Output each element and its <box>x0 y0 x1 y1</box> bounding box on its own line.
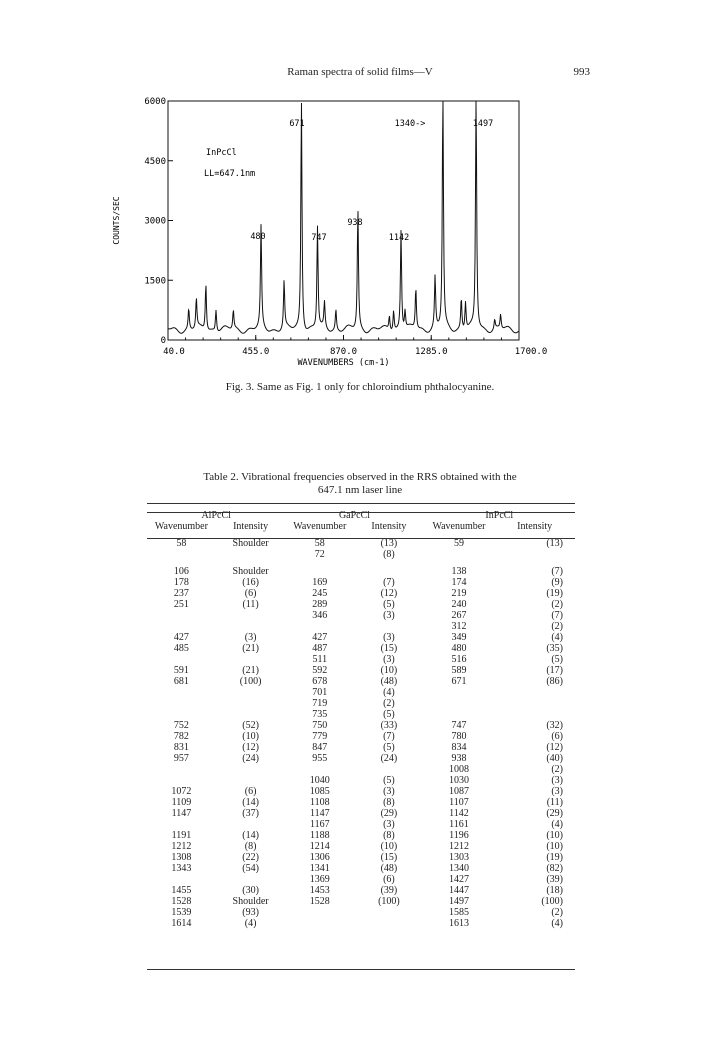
peak-label: 671 <box>289 119 305 129</box>
intensity-cell <box>494 687 575 698</box>
wavenumber-cell: 1303 <box>448 852 469 863</box>
intensity-cell <box>494 549 575 560</box>
intensity-cell: (48) <box>380 863 398 874</box>
wavenumber-cell: 1191 <box>171 830 192 841</box>
wavenumber-cell: 1614 <box>171 918 192 929</box>
wavenumber-cell: 1087 <box>448 786 469 797</box>
intensity-cell: (86) <box>546 676 563 687</box>
wavenumber-cell: 719 <box>312 698 328 709</box>
intensity-cell: (4) <box>551 918 563 929</box>
intensity-cell: (3) <box>244 632 257 643</box>
y-tick-label: 0 <box>160 336 166 346</box>
wavenumber-cell: 681 <box>173 676 189 687</box>
page-number: 993 <box>573 66 590 78</box>
column-header-intensity: Intensity <box>233 521 269 532</box>
table-row <box>147 797 575 808</box>
table-row <box>147 753 575 764</box>
wavenumber-cell: 1212 <box>171 841 192 852</box>
intensity-cell: (29) <box>380 808 398 819</box>
intensity-cell <box>216 654 286 665</box>
wavenumber-cell: 312 <box>451 621 467 632</box>
wavenumber-cell: 1107 <box>449 797 469 808</box>
wavenumber-cell: 1369 <box>309 874 330 885</box>
wavenumber-cell <box>285 907 354 918</box>
wavenumber-cell: 1308 <box>171 852 192 863</box>
intensity-cell: (11) <box>242 599 259 610</box>
intensity-cell: (2) <box>551 764 563 775</box>
intensity-cell <box>354 918 423 929</box>
table-row <box>147 709 575 720</box>
y-tick-label: 3000 <box>144 216 166 227</box>
wavenumber-cell: 174 <box>451 577 467 588</box>
y-axis-label: COUNTS/SEC <box>112 196 121 245</box>
wavenumber-cell: 169 <box>312 577 328 588</box>
wavenumber-cell: 1214 <box>309 841 330 852</box>
intensity-cell: Shoulder <box>232 566 269 577</box>
frequency-table <box>147 510 575 929</box>
table-row <box>147 841 575 852</box>
intensity-cell: (7) <box>551 566 563 577</box>
intensity-cell: (7) <box>551 610 563 621</box>
column-header-wavenumber: Wavenumber <box>154 521 208 532</box>
wavenumber-cell: 487 <box>312 643 328 654</box>
plot-frame <box>168 101 519 340</box>
wavenumber-cell: 1340 <box>448 863 469 874</box>
wavenumber-cell: 1040 <box>309 775 330 786</box>
peak-label: 1497 <box>472 119 494 129</box>
intensity-cell: (52) <box>242 720 259 731</box>
wavenumber-cell: 834 <box>451 742 467 753</box>
wavenumber-cell: 1147 <box>309 808 330 819</box>
wavenumber-cell: 58 <box>314 538 325 549</box>
intensity-cell <box>216 687 286 698</box>
x-tick-label: 1285.0 <box>414 347 448 357</box>
x-axis-label: WAVENUMBERS (cm-1) <box>297 358 390 368</box>
peak-label: 1340-> <box>394 119 426 129</box>
wavenumber-cell: 480 <box>451 643 467 654</box>
table-bottom-rule <box>147 969 575 970</box>
wavenumber-cell: 592 <box>312 665 328 676</box>
intensity-cell: (5) <box>383 775 395 786</box>
intensity-cell: (3) <box>383 632 395 643</box>
wavenumber-cell: 1161 <box>449 819 469 830</box>
intensity-cell: (100) <box>541 896 563 907</box>
wavenumber-cell: 237 <box>173 588 189 599</box>
intensity-cell <box>354 764 423 775</box>
wavenumber-cell: 591 <box>173 665 189 676</box>
wavenumber-cell <box>285 918 354 929</box>
wavenumber-cell: 735 <box>312 709 328 720</box>
intensity-cell: (33) <box>380 720 398 731</box>
intensity-cell: (13) <box>546 538 563 549</box>
table-row <box>147 665 575 676</box>
chart-axes <box>168 101 519 340</box>
intensity-cell: (5) <box>551 654 563 665</box>
wavenumber-cell: 1167 <box>309 819 330 830</box>
y-tick-label: 1500 <box>144 276 166 287</box>
wavenumber-cell: 346 <box>312 610 328 621</box>
column-header-intensity: Intensity <box>371 521 407 532</box>
wavenumber-cell: 427 <box>312 632 328 643</box>
intensity-cell: (29) <box>546 808 563 819</box>
wavenumber-cell: 747 <box>451 720 467 731</box>
wavenumber-cell: 59 <box>453 538 464 549</box>
wavenumber-cell: 251 <box>173 599 189 610</box>
intensity-cell: (22) <box>242 852 259 863</box>
peak-label: 938 <box>347 218 363 228</box>
wavenumber-cell: 1528 <box>171 896 192 907</box>
intensity-cell: (8) <box>383 797 395 808</box>
wavenumber-cell: 1455 <box>171 885 192 896</box>
wavenumber-cell <box>147 709 216 720</box>
table-row <box>147 896 575 907</box>
wavenumber-cell: 1447 <box>448 885 469 896</box>
intensity-cell <box>216 549 286 560</box>
wavenumber-cell <box>147 610 216 621</box>
table-row <box>147 643 575 654</box>
intensity-cell <box>216 610 286 621</box>
intensity-cell: (5) <box>383 599 395 610</box>
intensity-cell: (3) <box>383 610 395 621</box>
table-row <box>147 742 575 753</box>
wavenumber-cell: 1585 <box>448 907 469 918</box>
wavenumber-cell: 1108 <box>309 797 330 808</box>
intensity-cell: (12) <box>242 742 259 753</box>
table-caption <box>145 471 575 497</box>
x-tick-label: 455.0 <box>242 347 270 357</box>
table-row <box>147 632 575 643</box>
table-row <box>147 538 575 549</box>
wavenumber-cell: 957 <box>173 753 189 764</box>
wavenumber-cell: 752 <box>173 720 189 731</box>
wavenumber-cell: 701 <box>312 687 328 698</box>
intensity-cell <box>216 698 286 709</box>
table-caption-line-1: Table 2. Vibrational frequencies observed in the RRS obtained with the <box>203 471 517 483</box>
intensity-cell: (13) <box>380 538 398 549</box>
intensity-cell: (6) <box>551 731 563 742</box>
intensity-cell <box>494 709 575 720</box>
intensity-cell: (30) <box>242 885 259 896</box>
intensity-cell: (4) <box>551 819 563 830</box>
intensity-cell: (18) <box>546 885 563 896</box>
wavenumber-cell: 1085 <box>309 786 330 797</box>
intensity-cell: (21) <box>242 665 259 676</box>
intensity-cell: (9) <box>551 577 563 588</box>
intensity-cell: (7) <box>383 577 395 588</box>
wavenumber-cell: 1341 <box>309 863 330 874</box>
wavenumber-cell <box>424 549 495 560</box>
intensity-cell: (3) <box>383 786 395 797</box>
intensity-cell: (2) <box>551 599 563 610</box>
wavenumber-cell <box>147 764 216 775</box>
intensity-cell: (10) <box>546 841 563 852</box>
intensity-cell: (35) <box>546 643 563 654</box>
intensity-cell: (40) <box>546 753 563 764</box>
intensity-cell: (3) <box>383 654 395 665</box>
table-row <box>147 819 575 830</box>
wavenumber-cell <box>147 819 216 830</box>
table-row <box>147 808 575 819</box>
intensity-cell: (17) <box>546 665 563 676</box>
laser-line-label: LL=647.1nm <box>204 169 256 179</box>
intensity-cell: (82) <box>546 863 563 874</box>
table-row <box>147 907 575 918</box>
wavenumber-cell: 780 <box>451 731 467 742</box>
intensity-cell: (100) <box>378 896 400 907</box>
intensity-cell: (4) <box>244 918 257 929</box>
chart-labels <box>112 97 547 368</box>
intensity-cell: (5) <box>383 709 395 720</box>
intensity-cell: (19) <box>546 588 563 599</box>
intensity-cell: (10) <box>380 665 398 676</box>
raman-spectrum-chart <box>0 0 720 375</box>
intensity-cell <box>216 775 286 786</box>
table-row <box>147 549 575 560</box>
wavenumber-cell: 106 <box>173 566 189 577</box>
table-row <box>147 885 575 896</box>
wavenumber-cell: 1212 <box>448 841 469 852</box>
intensity-cell: (24) <box>242 753 259 764</box>
intensity-cell: Shoulder <box>232 538 269 549</box>
intensity-cell: (2) <box>551 621 563 632</box>
table-row <box>147 610 575 621</box>
wavenumber-cell: 1497 <box>448 896 469 907</box>
intensity-cell: (6) <box>383 874 395 885</box>
wavenumber-cell: 678 <box>312 676 328 687</box>
figure-caption: Fig. 3. Same as Fig. 1 only for chloroindium phthalocyanine. <box>225 381 495 393</box>
table-body <box>147 538 575 929</box>
wavenumber-cell: 779 <box>312 731 328 742</box>
table-row <box>147 731 575 742</box>
running-title: Raman spectra of solid films—V <box>287 66 433 78</box>
intensity-cell: (16) <box>242 577 259 588</box>
wavenumber-cell: 1142 <box>449 808 469 819</box>
wavenumber-cell: 72 <box>314 549 325 560</box>
table-row <box>147 621 575 632</box>
intensity-cell: (12) <box>380 588 398 599</box>
intensity-cell <box>216 819 286 830</box>
intensity-cell <box>354 621 423 632</box>
intensity-cell: (8) <box>383 830 395 841</box>
intensity-cell: (5) <box>383 742 395 753</box>
wavenumber-cell: 289 <box>312 599 328 610</box>
intensity-cell: (32) <box>546 720 563 731</box>
wavenumber-cell <box>147 654 216 665</box>
wavenumber-cell: 955 <box>312 753 328 764</box>
table-row <box>147 588 575 599</box>
table-row <box>147 764 575 775</box>
table-row <box>147 577 575 588</box>
intensity-cell: (4) <box>383 687 395 698</box>
wavenumber-cell: 349 <box>451 632 467 643</box>
x-tick-label: 40.0 <box>163 347 185 357</box>
intensity-cell: (2) <box>383 698 395 709</box>
intensity-cell: (39) <box>380 885 398 896</box>
wavenumber-cell: 831 <box>173 742 189 753</box>
wavenumber-cell <box>147 874 216 885</box>
intensity-cell: (3) <box>383 819 395 830</box>
wavenumber-cell: 589 <box>451 665 467 676</box>
sample-label: InPcCl <box>206 148 237 158</box>
intensity-cell: (8) <box>244 841 257 852</box>
group-header-inpccl: InPcCl <box>485 510 514 521</box>
intensity-cell: (10) <box>546 830 563 841</box>
peak-label: 480 <box>250 232 266 242</box>
intensity-cell: (19) <box>546 852 563 863</box>
intensity-cell: (37) <box>242 808 259 819</box>
wavenumber-cell <box>147 775 216 786</box>
wavenumber-cell <box>147 687 216 698</box>
intensity-cell: (3) <box>551 775 563 786</box>
peak-label: 1142 <box>388 233 410 243</box>
x-tick-label: 870.0 <box>329 347 358 357</box>
table-row <box>147 676 575 687</box>
intensity-cell: (10) <box>380 841 398 852</box>
wavenumber-cell <box>424 687 495 698</box>
intensity-cell: (24) <box>380 753 398 764</box>
wavenumber-cell: 178 <box>173 577 189 588</box>
table-top-rule <box>147 503 575 504</box>
table-row <box>147 786 575 797</box>
wavenumber-cell <box>285 764 354 775</box>
intensity-cell: (100) <box>239 676 262 687</box>
group-header-alpccl: AlPcCl <box>201 510 231 521</box>
intensity-cell <box>216 621 286 632</box>
intensity-cell: (6) <box>244 786 257 797</box>
y-tick-label: 6000 <box>144 97 166 107</box>
intensity-cell: (93) <box>242 907 259 918</box>
wavenumber-cell: 1453 <box>309 885 330 896</box>
intensity-cell: (39) <box>546 874 563 885</box>
wavenumber-cell: 1188 <box>309 830 330 841</box>
intensity-cell: (4) <box>551 632 563 643</box>
intensity-cell: (21) <box>242 643 259 654</box>
intensity-cell <box>494 698 575 709</box>
intensity-cell: Shoulder <box>232 896 269 907</box>
wavenumber-cell: 240 <box>451 599 467 610</box>
wavenumber-cell: 938 <box>451 753 467 764</box>
wavenumber-cell: 847 <box>312 742 328 753</box>
wavenumber-cell: 245 <box>312 588 328 599</box>
wavenumber-cell: 1008 <box>448 764 469 775</box>
wavenumber-cell: 1030 <box>448 775 469 786</box>
wavenumber-cell <box>147 549 216 560</box>
intensity-cell: (11) <box>546 797 563 808</box>
table-row <box>147 874 575 885</box>
wavenumber-cell: 58 <box>176 538 187 549</box>
wavenumber-cell: 1306 <box>309 852 330 863</box>
table-row <box>147 830 575 841</box>
intensity-cell: (2) <box>551 907 563 918</box>
intensity-cell: (54) <box>242 863 259 874</box>
x-tick-label: 1700.0 <box>514 347 548 357</box>
table-row <box>147 599 575 610</box>
intensity-cell <box>216 874 286 885</box>
wavenumber-cell: 1613 <box>448 918 469 929</box>
intensity-cell: (14) <box>242 797 259 808</box>
wavenumber-cell <box>424 709 495 720</box>
wavenumber-cell: 485 <box>173 643 189 654</box>
intensity-cell: (6) <box>244 588 257 599</box>
wavenumber-cell: 511 <box>312 654 328 665</box>
column-header-wavenumber: Wavenumber <box>293 521 347 532</box>
intensity-cell: (48) <box>380 676 398 687</box>
intensity-cell: (7) <box>383 731 395 742</box>
intensity-cell: (8) <box>383 549 395 560</box>
column-header-intensity: Intensity <box>517 521 553 532</box>
intensity-cell <box>354 566 423 577</box>
wavenumber-cell: 1072 <box>171 786 192 797</box>
wavenumber-cell <box>424 698 495 709</box>
wavenumber-cell: 1109 <box>171 797 192 808</box>
intensity-cell: (14) <box>242 830 259 841</box>
table-row <box>147 918 575 929</box>
intensity-cell: (15) <box>380 643 398 654</box>
wavenumber-cell: 782 <box>173 731 189 742</box>
table-row <box>147 720 575 731</box>
wavenumber-cell: 138 <box>451 566 467 577</box>
table-row <box>147 852 575 863</box>
table-row <box>147 687 575 698</box>
wavenumber-cell: 427 <box>173 632 189 643</box>
wavenumber-cell: 1196 <box>449 830 469 841</box>
wavenumber-cell: 671 <box>451 676 467 687</box>
intensity-cell: (15) <box>380 852 398 863</box>
wavenumber-cell <box>147 621 216 632</box>
intensity-cell <box>354 907 423 918</box>
intensity-cell <box>216 764 286 775</box>
intensity-cell: (10) <box>242 731 259 742</box>
wavenumber-cell <box>147 698 216 709</box>
table-row <box>147 566 575 577</box>
wavenumber-cell: 1528 <box>309 896 330 907</box>
intensity-cell: (3) <box>551 786 563 797</box>
wavenumber-cell: 1539 <box>171 907 192 918</box>
wavenumber-cell: 267 <box>451 610 467 621</box>
spectrum-trace <box>168 101 519 333</box>
table-row <box>147 698 575 709</box>
wavenumber-cell: 750 <box>312 720 328 731</box>
column-header-wavenumber: Wavenumber <box>432 521 486 532</box>
wavenumber-cell: 1427 <box>448 874 469 885</box>
intensity-cell <box>216 709 286 720</box>
wavenumber-cell <box>285 566 354 577</box>
peak-label: 747 <box>311 233 327 243</box>
y-tick-label: 4500 <box>144 156 166 167</box>
wavenumber-cell: 1343 <box>171 863 192 874</box>
wavenumber-cell: 516 <box>451 654 467 665</box>
table-caption-line-2: 647.1 nm laser line <box>317 484 403 496</box>
table-row <box>147 775 575 786</box>
table-row <box>147 863 575 874</box>
group-header-gapccl: GaPcCl <box>338 510 371 521</box>
table-row <box>147 654 575 665</box>
wavenumber-cell: 219 <box>451 588 467 599</box>
wavenumber-cell: 1147 <box>171 808 192 819</box>
intensity-cell: (12) <box>546 742 563 753</box>
wavenumber-cell <box>285 621 354 632</box>
